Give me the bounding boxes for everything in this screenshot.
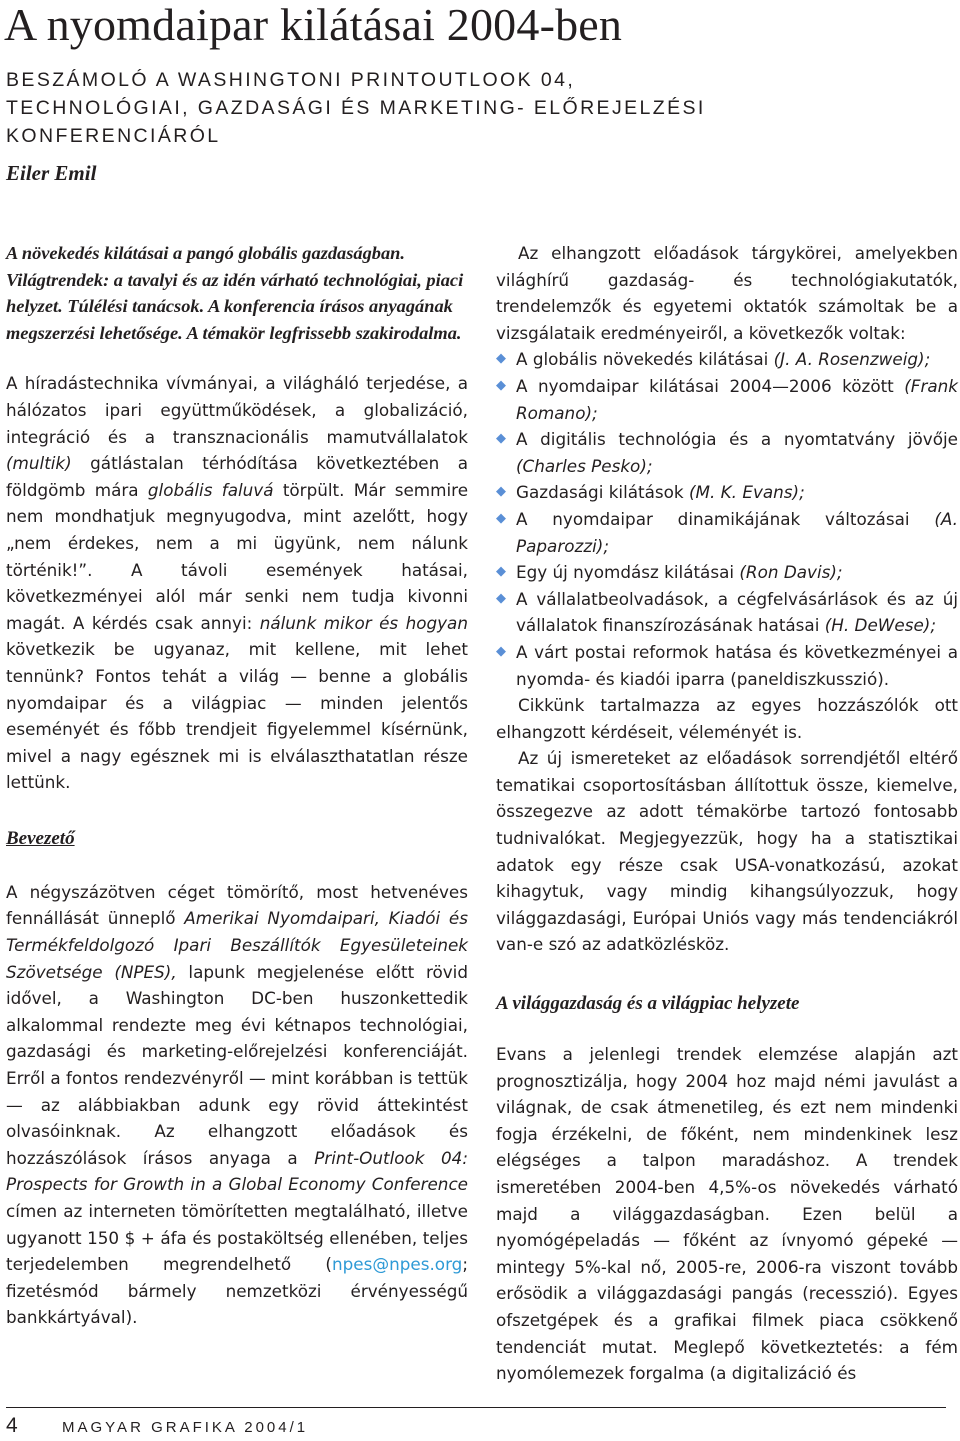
- article-title: A nyomdaipar kilátásai 2004-ben: [4, 0, 623, 50]
- diamond-bullet-icon: ◆: [496, 510, 506, 526]
- section-heading-bevezeto: Bevezető: [6, 827, 75, 849]
- list-item: ◆ A nyomdaipar kilátásai 2004—2006 között (Frank Romano);: [496, 373, 958, 426]
- list-item: ◆ A digitális technológia és a nyomtatvány jövője (Charles Pesko);: [496, 426, 958, 479]
- list-item: ◆ A nyomdaipar dinamikájának változásai (A. Paparozzi);: [496, 506, 958, 559]
- topic-list: [496, 346, 958, 692]
- page-footer: [6, 1407, 946, 1438]
- lead-paragraph: A növekedés kilátásai a pangó globális gazdaságban. Világtrendek: a tavalyi és az idén várható technológiai, piaci helyzet. Túlélési tanácsok. A konferencia írásos anyagának megszerzési lehetősége. A témakör legfrissebb szakirodalma.: [6, 243, 464, 343]
- diamond-bullet-icon: ◆: [496, 351, 506, 367]
- intro-body-paragraph: A négyszázötven céget tömörítő, most hetvenéves fennállását ünneplő Amerikai Nyomdaipari, Kiadói és Termékfeldolgozó Ipari Beszállítók Egyesületeinek Szövetsége (NPES), lapunk megjelenése előtt rövid idővel, a Washington DC-ben huszonkettedik alkalommal rendezte meg évi kétnapos technológiai, gazdasági és marketing-előrejelzési konferenciáját. Erről a fontos rendezvényről — mint korábban is tettük — az alábbiakban adunk egy rövid áttekintést olvasóinknak. Az elhangzott előadások és hozzászólások írásos anyaga a Print-Outlook 04: Prospects for Growth in a Global Economy Conference címen az interneten tömörítetten megtalálható, illetve ugyanott 150 $ + áfa és postaköltség ellenében, teljes terjedelemben megrendelhető (npes@npes.org; fizetésmód bármely nemzetközi érvényességű bankkártyával).: [6, 881, 469, 1328]
- journal-name: MAGYAR GRAFIKA 2004/1: [62, 1419, 309, 1436]
- author-name: Eiler Emil: [6, 161, 97, 185]
- list-item: ◆ A vállalatbeolvadások, a cégfelvásárlások és az új vállalatok finanszírozásának hatásai (H. DeWese);: [496, 586, 958, 639]
- economy-paragraph: Evans a jelenlegi trendek elemzése alapján azt prognosztizálja, hogy 2004 hoz majd némi javulást a világnak, de csak átmenetileg, és ezt nem mindenki fogja érzékelni, de főként, nem mindenkinek lesz elégséges a talpon maradáshoz. A trendek ismeretében 2004-ben 4,5%-os növekedés várható majd a világgazdaságban. Ezen belül a nyomógépeladás — főként az ívnyomó gépeké — mintegy 5%-kal nő, 2005-re, 2006-ra viszont tovább erősödik a világgazdasági pangás (recesszió). Egyes ofszetgépek és a grafikai filmek piaca csökkenő tendenciát mutat. Meglepő következtetés: a fém nyomólemezek forgalma (a digitalizáció és: [496, 1044, 958, 1384]
- diamond-bullet-icon: ◆: [496, 377, 506, 393]
- left-column: [6, 240, 468, 1331]
- npes-email-link[interactable]: npes@npes.org: [331, 1254, 463, 1275]
- article-subtitle: BESZÁMOLÓ A WASHINGTONI PRINTOUTLOOK 04, TECHNOLÓGIAI, GAZDASÁGI ÉS MARKETING- ELŐREJELZÉSI KONFERENCIÁRÓL: [6, 69, 706, 147]
- list-item: ◆ Egy új nyomdász kilátásai (Ron Davis);: [496, 559, 958, 586]
- diamond-bullet-icon: ◆: [496, 431, 506, 447]
- list-item: ◆ A globális növekedés kilátásai (J. A. Rosenzweig);: [496, 346, 958, 373]
- list-item: ◆ Gazdasági kilátások (M. K. Evans);: [496, 479, 958, 506]
- right-column: [496, 240, 958, 1387]
- section-heading-vilaggazdasag: A világgazdaság és a világpiac helyzete: [496, 993, 800, 1015]
- summary-paragraph: Cikkünk tartalmazza az egyes hozzászólók ott elhangzott kérdéseit, véleményét is.: [496, 695, 958, 742]
- diamond-bullet-icon: ◆: [496, 643, 506, 659]
- intro-paragraph: A híradástechnika vívmányai, a világháló terjedése, a hálózatos ipari együttműködések, a globalizáció, integráció és a transznacionális mamutvállalatok (multik) gátlástalan térhódítása következtében a földgömb mára globális faluvá törpült. Már semmire nem mondhatjuk megnyugodva, mint azelőtt, hogy „nem érdekes, nem a mi ügyünk, nem nálunk történik!”. A távoli események hatásai, következményei alól már senki nem tudja kivonni magát. A kérdés csak annyi: nálunk mikor és hogyan következik be ugyanaz, mit kellene, mit lehet tennünk? Fontos tehát a világ — benne a globális nyomdaipar és a világpiac — minden jelentős eseményét és főbb trendjeit figyelemmel kísérnünk, mivel a nagy egésznek mi is elválaszthatatlan része lettünk.: [6, 373, 469, 793]
- method-paragraph: Az új ismereteket az előadások sorrendjétől eltérő tematikai csoportosításban állítottuk össze, kiemelve, összegezve az adott témakörbe tartozó fontosabb tudnivalókat. Megjegyezzük, hogy ha a statisztikai adatok egy része csak USA-vonatkozású, azokat kihagytuk, vagy mindig kihangsúlyozzuk, hogy világgazdasági, Európai Uniós vagy más tendenciákról van-e szó az adatközlésköz.: [496, 748, 958, 955]
- diamond-bullet-icon: ◆: [496, 590, 506, 606]
- page-number: 4: [6, 1414, 18, 1437]
- topics-intro-paragraph: Az elhangzott előadások tárgykörei, amelyekben világhírű gazdaság- és technológiakutatók, trendelemzők és egyetemi oktatók számoltak be a vizsgálataik eredményeiről, a következők voltak:: [496, 243, 958, 343]
- list-item: ◆ A várt postai reformok hatása és következményei a nyomda- és kiadói iparra (paneldiszkusszió).: [496, 639, 958, 692]
- diamond-bullet-icon: ◆: [496, 564, 506, 580]
- diamond-bullet-icon: ◆: [496, 484, 506, 500]
